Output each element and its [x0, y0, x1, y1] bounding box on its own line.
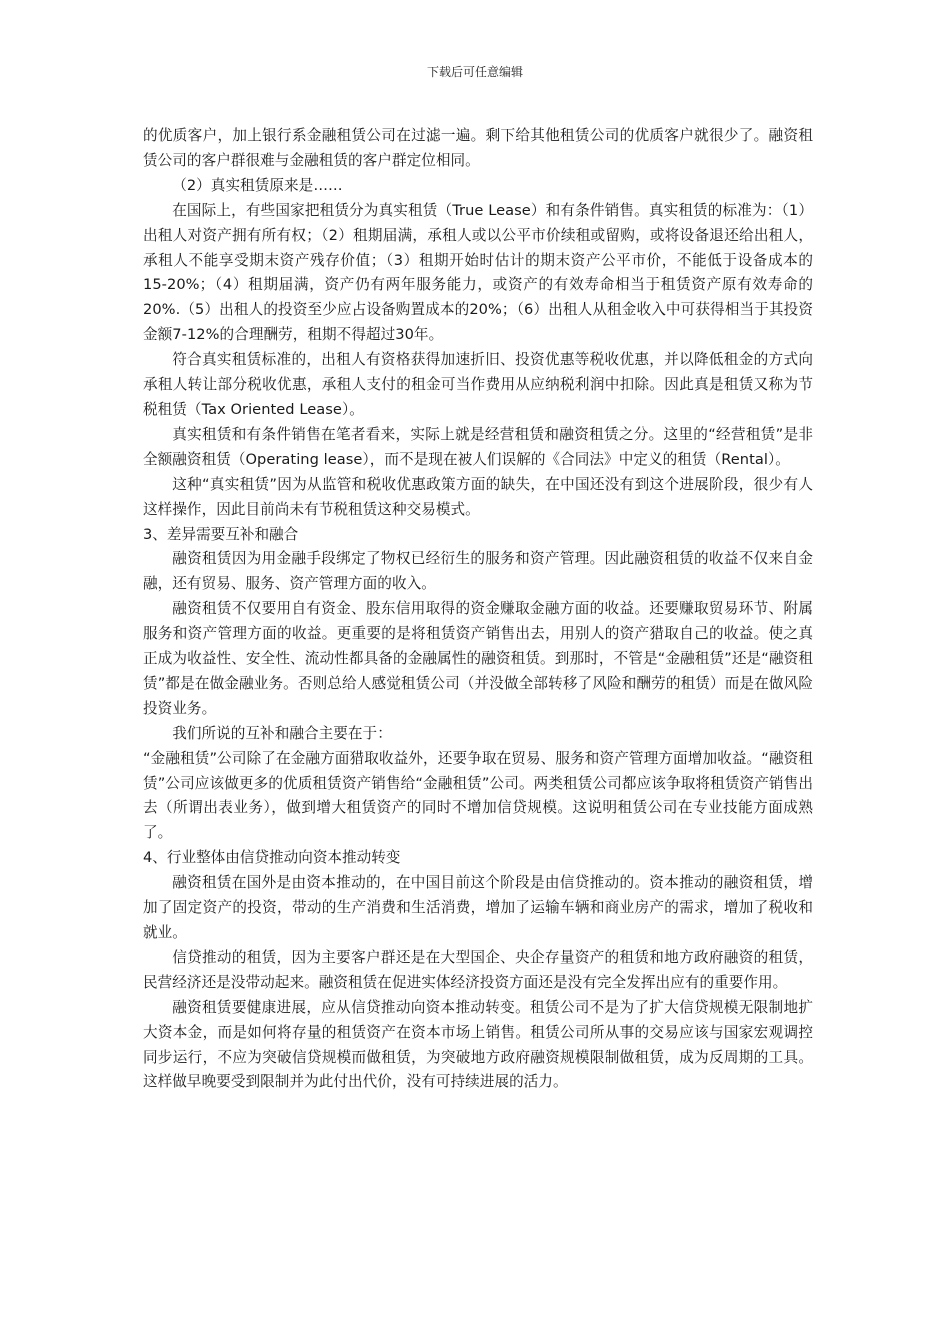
paragraph: 的优质客户，加上银行系金融租赁公司在过滤一遍。剩下给其他租赁公司的优质客户就很少了。融资租赁公司的客户群很难与金融租赁的客户群定位相同。 [143, 127, 813, 169]
paragraph: 真实租赁和有条件销售在笔者看来，实际上就是经营租赁和融资租赁之分。这里的“经营租赁”是非全额融资租赁（Operating lease），而不是现在被人们误解的《合同法》中定义的租赁（Rental）。 [143, 425, 813, 468]
paragraph: 融资租赁要健康进展，应从信贷推动向资本推动转变。租赁公司不是为了扩大信贷规模无限制地扩大资本金，而是如何将存量的租赁资产在资本市场上销售。租赁公司所从事的交易应该与国家宏观调控同步运行，不应为突破信贷规模而做租赁，为突破地方政府融资规模限制做租赁，成为反周期的工具。这样做早晚要受到限制并为此付出代价，没有可持续进展的活力。 [143, 998, 813, 1091]
page-header: 下载后可任意编辑 [426, 65, 523, 79]
paragraph: 融资租赁不仅要用自有资金、股东信用取得的资金赚取金融方面的收益。还要赚取贸易环节、附属服务和资产管理方面的收益。更重要的是将租赁资产销售出去，用别人的资产猎取自己的收益。使之真正成为收益性、安全性、流动性都具备的金融属性的融资租赁。到那时，不管是“金融租赁”还是“融资租赁”都是在做金融业务。否则总给人感觉租赁公司（并没做全部转移了风险和酬劳的租赁）而是在做风险投资业务。 [143, 600, 813, 717]
paragraph: 我们所说的互补和融合主要在于： [172, 724, 392, 742]
paragraph: 融资租赁因为用金融手段绑定了物权已经衍生的服务和资产管理。因此融资租赁的收益不仅来自金融，还有贸易、服务、资产管理方面的收入。 [143, 550, 813, 593]
paragraph: 融资租赁在国外是由资本推动的，在中国目前这个阶段是由信贷推动的。资本推动的融资租赁，增加了固定资产的投资，带动的生产消费和生活消费，增加了运输车辆和商业房产的需求，增加了税收和就业。 [143, 874, 813, 941]
paragraph: 这种“真实租赁”因为从监管和税收优惠政策方面的缺失，在中国还没有到这个进展阶段，很少有人这样操作，因此目前尚未有节税租赁这种交易模式。 [143, 475, 813, 518]
paragraph: 信贷推动的租赁，因为主要客户群还是在大型国企、央企存量资产的租赁和地方政府融资的租赁，民营经济还是没带动起来。融资租赁在促进实体经济投资方面还是没有完全发挥出应有的重要作用。 [143, 948, 813, 991]
paragraph: 符合真实租赁标准的，出租人有资格获得加速折旧、投资优惠等税收优惠，并以降低租金的方式向承租人转让部分税收优惠，承租人支付的租金可当作费用从应纳税利润中扣除。因此真是租赁又称为节税租赁（Tax Oriented Lease）。 [143, 351, 813, 418]
paragraph: （2）真实租赁原来是…… [172, 176, 343, 194]
section-heading: 4、行业整体由信贷推动向资本推动转变 [143, 849, 401, 867]
paragraph: “金融租赁”公司除了在金融方面猎取收益外，还要争取在贸易、服务和资产管理方面增加收益。“融资租赁”公司应该做更多的优质租赁资产销售给“金融租赁”公司。两类租赁公司都应该争取将租赁资产销售出去（所谓出表业务），做到增大租赁资产的同时不增加信贷规模。这说明租赁公司在专业技能方面成熟了。 [143, 749, 813, 842]
paragraph: 在国际上，有些国家把租赁分为真实租赁（True Lease）和有条件销售。真实租赁的标准为：（1）出租人对资产拥有所有权；（2）租期届满，承租人或以公平市价续租或留购，或将设备退还给出租人，承租人不能享受期末资产残存价值；（3）租期开始时估计的期末资产公平市价，不能低于设备成本的15-20%；（4）租期届满，资产仍有两年服务能力，或资产的有效寿命相当于租赁资产原有效寿命的20%.（5）出租人的投资至少应占设备购置成本的20%；（6）出租人从租金收入中可获得相当于其投资金额7-12%的合理酬劳，租期不得超过30年。 [143, 201, 813, 344]
section-heading: 3、差异需要互补和融合 [143, 525, 299, 543]
document-body [143, 124, 813, 1095]
